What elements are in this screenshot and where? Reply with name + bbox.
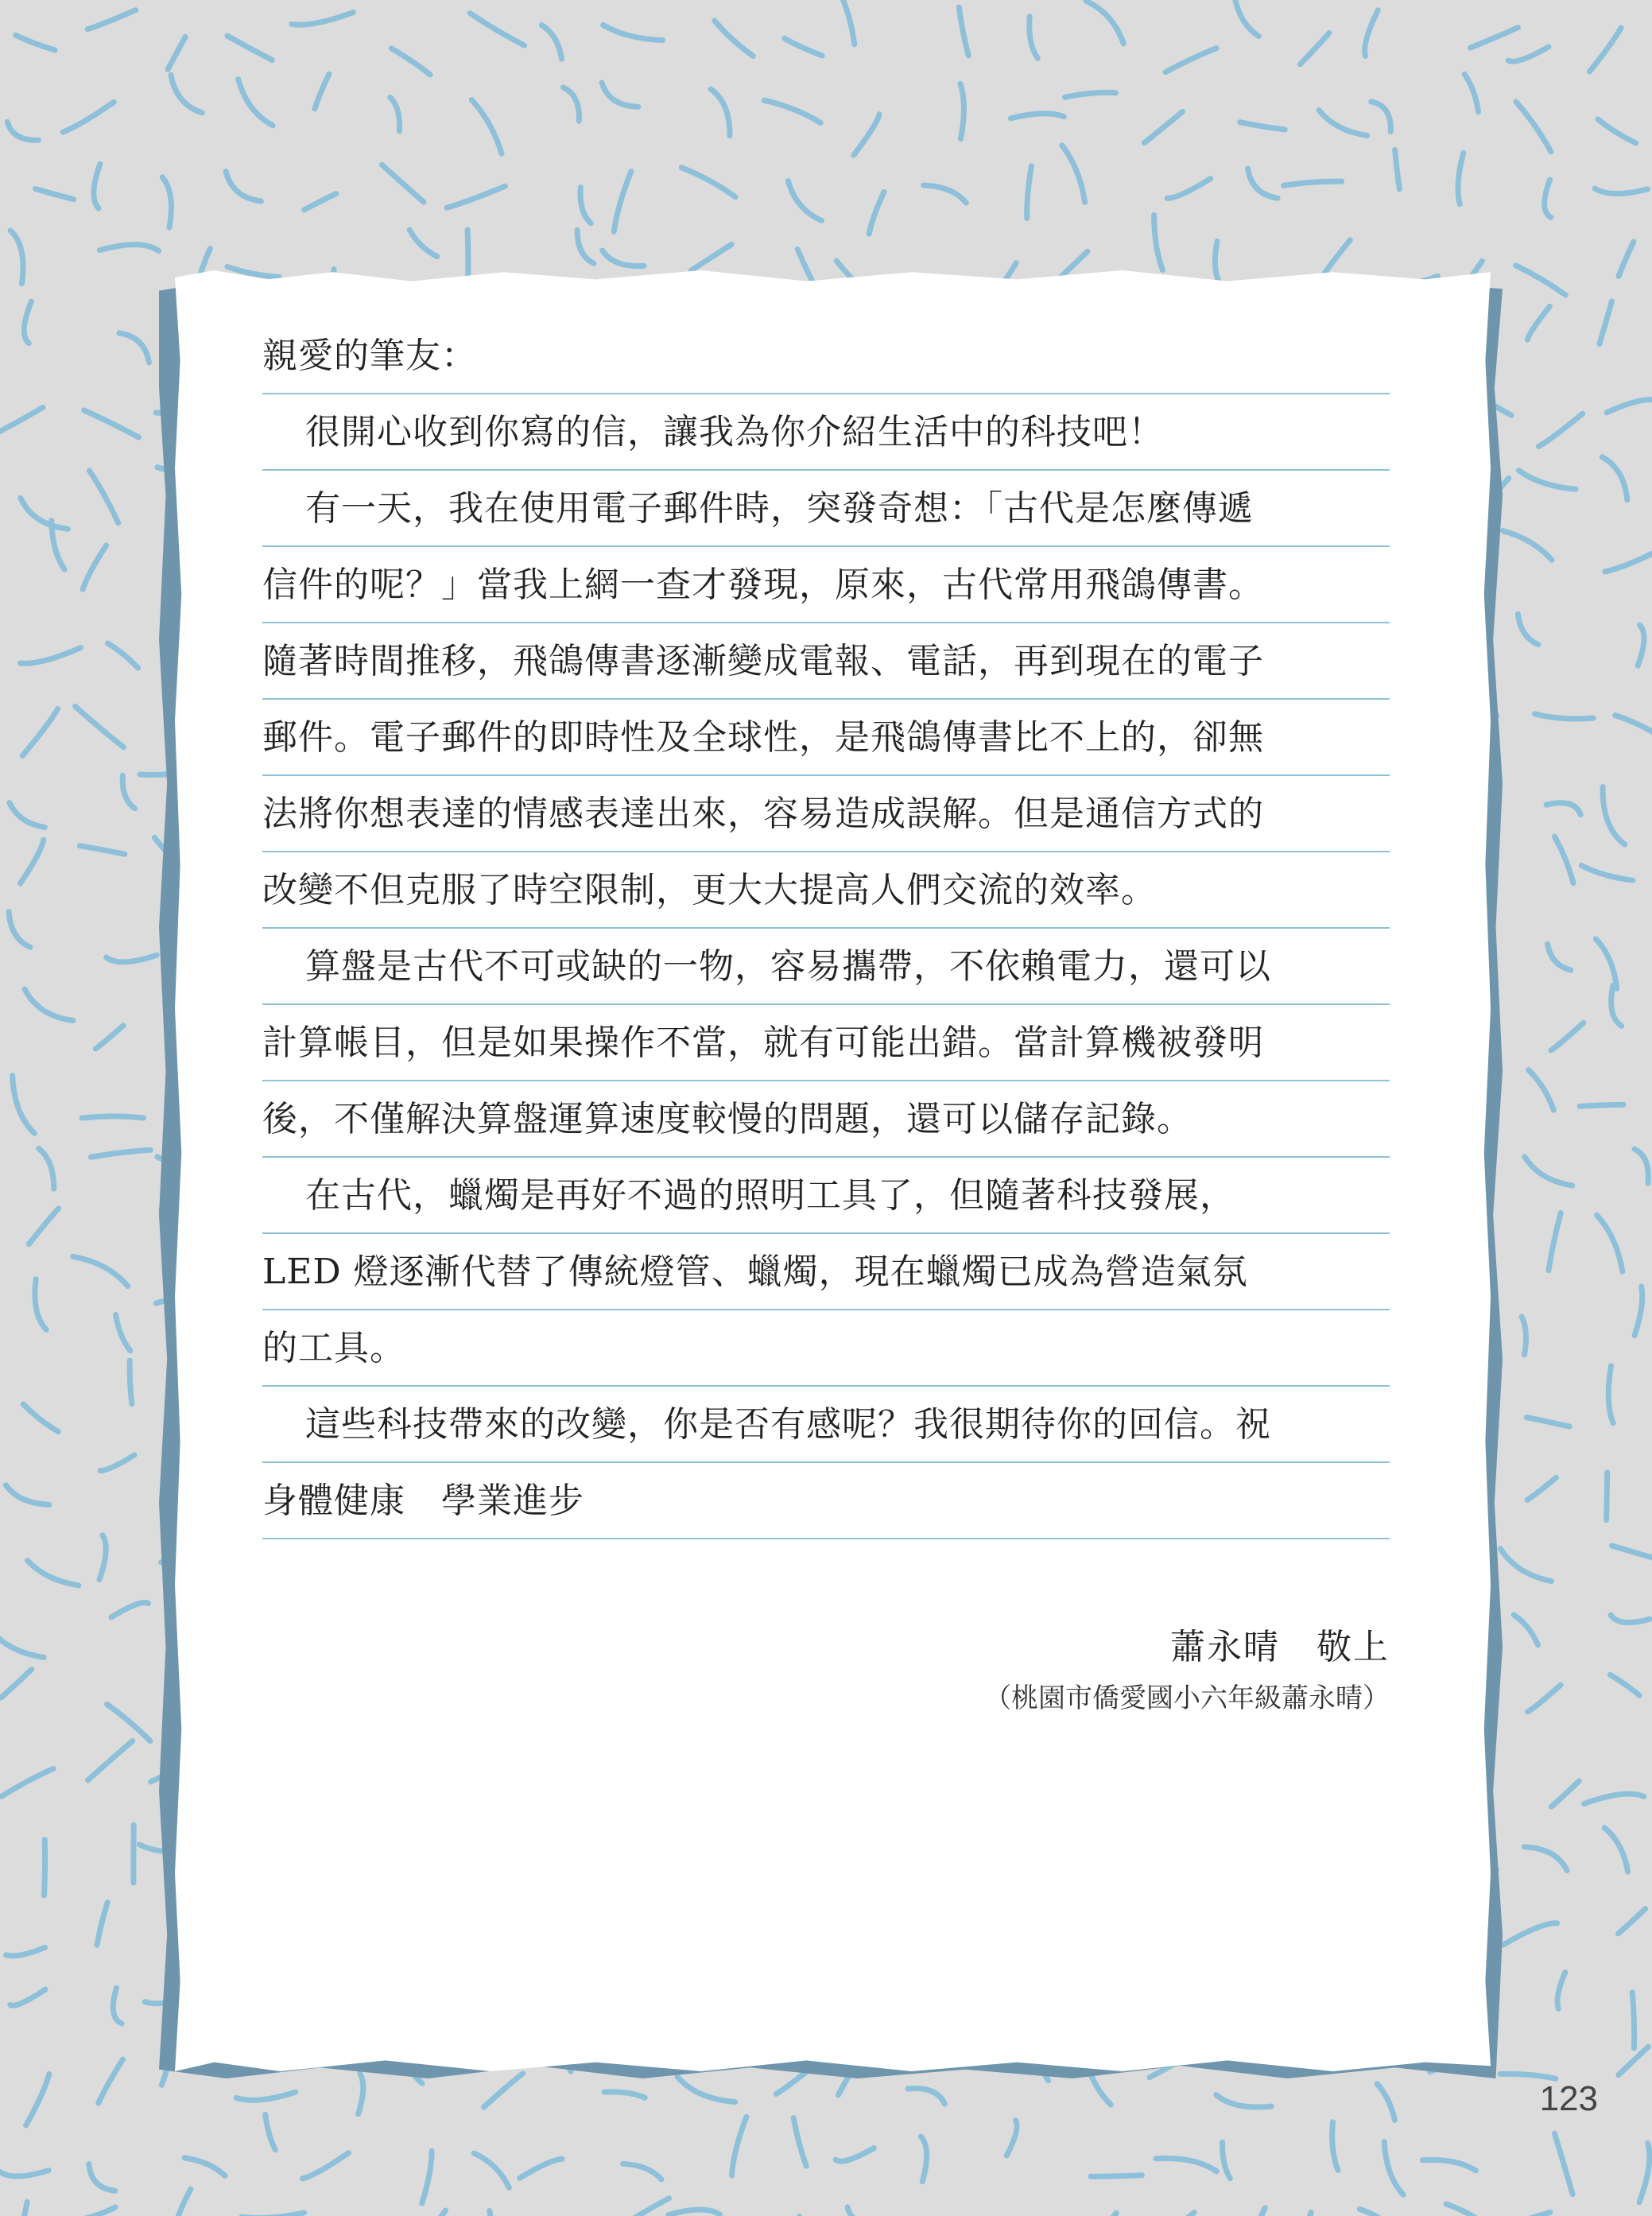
confetti-dash xyxy=(1603,786,1625,844)
confetti-dash xyxy=(1296,2213,1311,2216)
confetti-dash xyxy=(168,37,185,69)
letter-line: 身體健康 學業進步 xyxy=(262,1463,1390,1539)
confetti-dash xyxy=(1551,1023,1584,1050)
letter-line: 郵件。電子郵件的即時性及全球性，是飛鴿傳書比不上的，卻無 xyxy=(262,700,1390,776)
confetti-dash xyxy=(1612,1546,1652,1560)
confetti-dash xyxy=(484,2074,523,2107)
confetti-dash xyxy=(1524,1847,1567,1871)
confetti-dash xyxy=(1598,119,1636,143)
author-affiliation: （桃園市僑愛國小六年級蕭永晴） xyxy=(984,1682,1390,1714)
confetti-dash xyxy=(422,2151,432,2203)
letter-line: 算盤是古代不可或缺的一物，容易攜帶，不依賴電力，還可以 xyxy=(262,929,1390,1005)
confetti-dash xyxy=(490,2210,502,2216)
confetti-dash xyxy=(1615,716,1652,733)
confetti-dash xyxy=(1618,1909,1645,1934)
confetti-dash xyxy=(302,2153,348,2179)
confetti-dash xyxy=(122,775,134,809)
signature: 蕭永晴 敬上 xyxy=(1170,1627,1390,1667)
confetti-dash xyxy=(869,192,884,234)
confetti-dash xyxy=(1010,114,1064,118)
confetti-dash xyxy=(1154,215,1163,270)
confetti-dash xyxy=(266,2114,275,2149)
confetti-dash xyxy=(1584,1794,1644,1803)
confetti-dash xyxy=(29,1209,58,1244)
confetti-dash xyxy=(732,2117,747,2175)
confetti-dash xyxy=(1554,836,1573,883)
confetti-dash xyxy=(1595,188,1647,193)
confetti-dash xyxy=(1500,1549,1551,1581)
confetti-dash xyxy=(1516,266,1566,295)
confetti-dash xyxy=(1527,1685,1561,1712)
confetti-dash xyxy=(1300,33,1328,64)
confetti-dash xyxy=(603,25,663,40)
confetti-dash xyxy=(9,912,30,948)
letter-line: 有一天，我在使用電子郵件時，突發奇想：「古代是怎麼傳遞 xyxy=(262,471,1390,547)
confetti-dash xyxy=(921,2136,926,2181)
confetti-dash xyxy=(785,38,822,56)
confetti-dash xyxy=(26,2074,49,2125)
confetti-dash xyxy=(447,186,505,208)
confetti-dash xyxy=(1581,866,1633,881)
confetti-dash xyxy=(10,231,23,284)
confetti-dash xyxy=(1619,2047,1648,2074)
confetti-dash xyxy=(1632,1993,1634,2048)
letter-line: 很開心收到你寫的信，讓我為你介紹生活中的科技吧！ xyxy=(262,394,1390,471)
confetti-dash xyxy=(1284,181,1342,185)
confetti-dash xyxy=(1500,2074,1555,2078)
confetti-dash xyxy=(604,2092,645,2098)
confetti-dash xyxy=(1165,49,1216,72)
confetti-dash xyxy=(95,1026,123,1049)
confetti-dash xyxy=(113,1988,122,2024)
letter-line: 隨著時間推移，飛鴿傳書逐漸變成電報、電話，再到現在的電子 xyxy=(262,623,1390,700)
confetti-dash xyxy=(115,1314,130,1350)
confetti-dash xyxy=(1240,122,1286,130)
confetti-dash xyxy=(421,2210,445,2216)
confetti-dash xyxy=(467,230,468,280)
confetti-dash xyxy=(1590,28,1621,72)
confetti-dash xyxy=(1548,944,1571,970)
confetti-dash xyxy=(1086,1,1123,44)
confetti-dash xyxy=(847,2207,879,2216)
confetti-dash xyxy=(1514,1615,1538,1645)
confetti-dash xyxy=(960,83,964,138)
confetti-dash xyxy=(1458,153,1464,204)
confetti-dash xyxy=(359,2074,363,2114)
confetti-dash xyxy=(1516,102,1551,152)
confetti-dash xyxy=(1235,0,1258,37)
confetti-dash xyxy=(1557,1972,1565,2008)
confetti-dash xyxy=(1319,111,1367,136)
confetti-dash xyxy=(1554,2133,1573,2195)
letter-body xyxy=(262,318,1390,1539)
letter-line: 這些科技帶來的改變，你是否有感呢？我很期待你的回信。祝 xyxy=(262,1387,1390,1463)
confetti-dash xyxy=(677,2077,735,2102)
confetti-dash xyxy=(1635,1287,1642,1336)
confetti-dash xyxy=(292,13,353,25)
confetti-dash xyxy=(63,102,114,132)
confetti-dash xyxy=(1525,1157,1573,1186)
confetti-dash xyxy=(1091,2175,1142,2177)
confetti-dash xyxy=(24,301,31,343)
confetti-dash xyxy=(89,2164,115,2191)
confetti-dash xyxy=(76,2207,115,2216)
letter-line: 在古代，蠟燭是再好不過的照明工具了，但隨著科技發展， xyxy=(262,1158,1390,1234)
confetti-dash xyxy=(1526,1418,1569,1427)
confetti-dash xyxy=(577,230,594,263)
confetti-dash xyxy=(669,2210,720,2215)
confetti-dash xyxy=(99,2059,123,2103)
confetti-dash xyxy=(21,498,68,529)
confetti-dash xyxy=(1332,2122,1338,2171)
confetti-dash xyxy=(1549,1213,1561,1271)
confetti-dash xyxy=(1167,179,1210,199)
confetti-dash xyxy=(1529,1070,1554,1110)
confetti-dash xyxy=(1639,2143,1650,2202)
confetti-dash xyxy=(623,2164,661,2179)
confetti-dash xyxy=(22,708,57,755)
confetti-dash xyxy=(788,181,821,221)
confetti-dash xyxy=(16,35,55,50)
confetti-dash xyxy=(2,1769,53,1797)
confetti-dash xyxy=(171,75,202,112)
confetti-dash xyxy=(1365,10,1379,56)
confetti-dash xyxy=(226,172,261,201)
confetti-dash xyxy=(130,1360,132,1404)
confetti-dash xyxy=(1596,1215,1622,1271)
confetti-dash xyxy=(854,114,879,155)
confetti-dash xyxy=(175,2189,191,2216)
confetti-dash xyxy=(87,10,136,29)
confetti-dash xyxy=(1527,1477,1556,1500)
confetti-dash xyxy=(1518,614,1538,644)
confetti-dash xyxy=(1446,2204,1494,2216)
confetti-dash xyxy=(1377,2084,1394,2121)
confetti-dash xyxy=(10,1989,45,2005)
confetti-dash xyxy=(90,471,118,523)
confetti-dash xyxy=(238,80,273,126)
confetti-dash xyxy=(1470,28,1518,48)
confetti-dash xyxy=(1508,47,1549,61)
confetti-dash xyxy=(1596,939,1616,989)
confetti-dash xyxy=(1619,242,1634,276)
confetti-dash xyxy=(618,2199,669,2216)
confetti-dash xyxy=(1635,1149,1648,1183)
confetti-dash xyxy=(36,189,74,200)
confetti-dash xyxy=(1249,2208,1265,2216)
letter-line: 親愛的筆友： xyxy=(262,318,1390,394)
confetti-dash xyxy=(236,2092,296,2100)
confetti-dash xyxy=(1027,166,1032,219)
confetti-dash xyxy=(107,955,157,962)
confetti-dash xyxy=(1608,1366,1613,1423)
confetti-dash xyxy=(21,648,81,664)
confetti-dash xyxy=(13,1076,35,1134)
confetti-dash xyxy=(836,2148,874,2162)
confetti-dash xyxy=(1223,2142,1231,2178)
confetti-dash xyxy=(1216,2095,1272,2108)
letter-line: 改變不但克服了時空限制，更大大提高人們交流的效率。 xyxy=(262,852,1390,929)
confetti-dash xyxy=(691,244,731,270)
letter-line: 的工具。 xyxy=(262,1310,1390,1387)
confetti-dash xyxy=(1163,2212,1195,2216)
confetti-dash xyxy=(83,545,106,589)
confetti-dash xyxy=(1384,2142,1403,2195)
confetti-dash xyxy=(82,1116,143,1118)
confetti-dash xyxy=(1513,2212,1550,2216)
confetti-dash xyxy=(99,245,158,251)
confetti-dash xyxy=(1546,803,1580,815)
confetti-dash xyxy=(1638,625,1644,666)
confetti-dash xyxy=(1359,2209,1394,2216)
confetti-dash xyxy=(73,1256,128,1286)
confetti-dash xyxy=(1248,169,1278,198)
confetti-dash xyxy=(79,846,125,854)
confetti-dash xyxy=(315,74,329,109)
confetti-dash xyxy=(793,2118,806,2166)
page-number: 123 xyxy=(1539,2079,1598,2118)
confetti-dash xyxy=(107,643,138,668)
confetti-dash xyxy=(840,0,855,45)
confetti-dash xyxy=(76,706,124,747)
confetti-dash xyxy=(580,187,591,223)
confetti-dash xyxy=(603,250,644,266)
confetti-dash xyxy=(242,2213,304,2216)
confetti-dash xyxy=(304,194,336,210)
confetti-dash xyxy=(1,1669,32,1698)
confetti-dash xyxy=(99,1535,106,1580)
confetti-dash xyxy=(1580,1104,1623,1106)
confetti-dash xyxy=(17,2202,27,2216)
confetti-dash xyxy=(7,122,38,140)
confetti-dash xyxy=(44,1840,45,1896)
confetti-dash xyxy=(959,7,968,56)
confetti-dash xyxy=(1604,1828,1627,1872)
letter-line: LED 燈逐漸代替了傳統燈管、蠟燭，現在蠟燭已成為營造氣氛 xyxy=(262,1234,1390,1310)
confetti-dash xyxy=(390,97,400,131)
confetti-dash xyxy=(1464,74,1478,112)
confetti-dash xyxy=(1610,1675,1639,1695)
confetti-dash xyxy=(27,1561,78,1585)
confetti-dash xyxy=(1600,301,1611,344)
confetti-dash xyxy=(0,2171,48,2176)
confetti-dash xyxy=(1545,180,1551,217)
confetti-dash xyxy=(94,164,100,208)
confetti-dash xyxy=(84,410,139,437)
confetti-dash xyxy=(602,83,638,107)
confetti-dash xyxy=(1534,714,1593,719)
confetti-dash xyxy=(1602,457,1627,500)
confetti-dash xyxy=(471,100,502,154)
confetti-dash xyxy=(6,1485,48,1505)
confetti-dash xyxy=(25,989,73,1020)
confetti-dash xyxy=(1395,150,1400,189)
letter-line: 後，不僅解決算盤運算速度較慢的問題，還可以儲存記錄。 xyxy=(262,1081,1390,1158)
confetti-dash xyxy=(6,1947,45,1956)
letter-line: 信件的呢？」當我上網一查才發現，原來，古代常用飛鴿傳書。 xyxy=(262,547,1390,623)
confetti-dash xyxy=(1503,531,1552,561)
confetti-dash xyxy=(614,172,631,232)
confetti-dash xyxy=(1503,1923,1557,1945)
confetti-dash xyxy=(382,165,424,202)
confetti-dash xyxy=(100,1455,134,1471)
confetti-dash xyxy=(711,89,730,136)
letter-line: 法將你想表達的情感表達出來，容易造成誤解。但是通信方式的 xyxy=(262,776,1390,852)
confetti-dash xyxy=(20,840,43,883)
letter-line: 計算帳目，但是如果操作不當，就有可能出錯。當計算機被發明 xyxy=(262,1005,1390,1081)
confetti-dash xyxy=(184,2158,225,2176)
confetti-dash xyxy=(681,168,735,197)
confetti-dash xyxy=(1006,2121,1017,2156)
confetti-dash xyxy=(227,36,272,60)
confetti-dash xyxy=(1551,1781,1579,1807)
confetti-dash xyxy=(1611,1615,1650,1622)
confetti-dash xyxy=(409,230,437,257)
confetti-dash xyxy=(119,333,149,363)
confetti-dash xyxy=(1422,2160,1476,2170)
confetti-dash xyxy=(23,1404,58,1432)
confetti-dash xyxy=(1156,2158,1216,2171)
confetti-dash xyxy=(1030,17,1038,59)
confetti-dash xyxy=(0,407,43,437)
confetti-dash xyxy=(1538,413,1582,446)
confetti-dash xyxy=(88,1741,133,1780)
confetti-dash xyxy=(541,25,561,59)
confetti-dash xyxy=(1090,2072,1111,2105)
confetti-dash xyxy=(35,1279,46,1330)
confetti-dash xyxy=(1522,1317,1526,1355)
confetti-dash xyxy=(1061,251,1088,277)
confetti-dash xyxy=(1065,92,1116,97)
confetti-dash xyxy=(1607,400,1652,413)
confetti-dash xyxy=(1527,306,1549,340)
confetti-dash xyxy=(1611,986,1622,1027)
confetti-dash xyxy=(1518,471,1576,490)
confetti-dash xyxy=(520,2159,562,2178)
confetti-dash xyxy=(1605,551,1652,572)
confetti-dash xyxy=(162,177,171,227)
confetti-dash xyxy=(1062,146,1085,203)
confetti-dash xyxy=(1371,102,1391,131)
confetti-dash xyxy=(764,100,820,122)
confetti-dash xyxy=(924,185,967,203)
confetti-dash xyxy=(563,87,579,121)
confetti-dash xyxy=(10,802,45,827)
confetti-dash xyxy=(39,1148,54,1189)
confetti-dash xyxy=(91,1150,150,1157)
confetti-dash xyxy=(107,1704,149,1741)
confetti-dash xyxy=(97,1902,107,1945)
confetti-dash xyxy=(1144,111,1182,142)
confetti-dash xyxy=(391,49,430,75)
confetti-dash xyxy=(474,2153,509,2187)
confetti-dash xyxy=(0,1634,44,1658)
confetti-dash xyxy=(111,1603,149,1617)
confetti-dash xyxy=(470,14,524,46)
confetti-dash xyxy=(1080,2213,1116,2216)
confetti-dash xyxy=(715,21,753,56)
confetti-dash xyxy=(908,2089,944,2105)
